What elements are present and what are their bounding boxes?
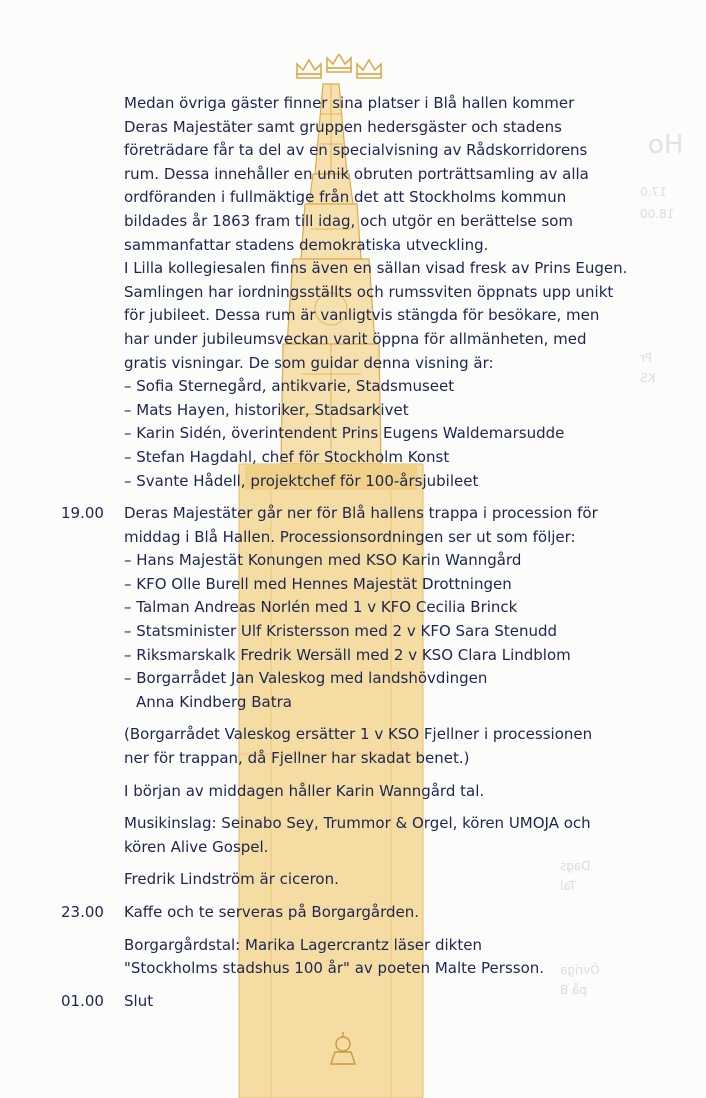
poem-block [124, 934, 661, 981]
speech-block [124, 780, 661, 804]
event-body [124, 901, 661, 981]
text-line: (Borgarrådet Valeskog ersätter 1 v KSO Fjellner i processionen [124, 725, 593, 744]
text-line: Medan övriga gäster finner sina platser i Blå hallen kommer [124, 94, 575, 112]
program-content [61, 92, 661, 1013]
ghost-text: Pr [640, 351, 652, 365]
guide-list-item: – Stefan Hagdahl, chef för Stockholm Konst [124, 447, 450, 466]
procession-item: – KFO Olle Burell med Hennes Majestät Drottningen [124, 574, 512, 593]
text-line: Borgargårdstal: Marika Lagercrantz läser dikten [124, 935, 482, 954]
procession-item: – Talman Andreas Norlén med 1 v KFO Cecilia Brinck [124, 598, 518, 617]
ghost-text: 17.0 [640, 185, 667, 199]
text-line: företrädare får ta del av en specialvisning av Rådskorridorens [124, 141, 588, 160]
text-line: har under jubileumsveckan varit öppna för allmänheten, med [124, 329, 587, 348]
coffee-block [124, 901, 661, 925]
text-line: Slut [124, 991, 154, 1010]
event-0100 [61, 990, 661, 1014]
ghost-text: Tal [560, 879, 577, 893]
guide-list-item: – Mats Hayen, historiker, Stadsarkivet [124, 400, 409, 419]
text-line: ordföranden i fullmäktige från det att Stockholms kommun [124, 188, 567, 207]
host-block [124, 868, 661, 892]
ghost-text: Dags [560, 859, 591, 873]
event-time: 19.00 [61, 504, 104, 523]
procession-item: – Borgarrådet Jan Valeskog med landshövdingen [124, 669, 488, 688]
ghost-text: 18.00 [640, 207, 675, 221]
event-time: 01.00 [61, 991, 104, 1010]
guide-list-item: – Svante Hådell, projektchef för 100-årsjubileet [124, 471, 479, 490]
event-1900 [61, 502, 661, 892]
procession-item: – Riksmarskalk Fredrik Wersäll med 2 v KSO Clara Lindblom [124, 645, 571, 664]
three-crowns-icon [297, 54, 381, 78]
text-line: rum. Dessa innehåller en unik obruten porträttsamling av alla [124, 164, 589, 183]
event-time: 23.00 [61, 903, 104, 921]
text-line: Fredrik Lindström är ciceron. [124, 870, 339, 889]
text-line: Samlingen har iordningsställts och rumssviten öppnats upp unikt [124, 282, 614, 301]
procession-item: – Hans Majestät Konungen med KSO Karin Wanngård [124, 551, 522, 570]
text-line: kören Alive Gospel. [124, 837, 269, 856]
text-line: Deras Majestäter går ner för Blå hallens trappa i procession för [124, 504, 598, 523]
music-block [124, 812, 661, 859]
text-line: Musikinslag: Seinabo Sey, Trummor & Orgel, kören UMOJA och [124, 814, 591, 833]
text-line: gratis visningar. De som guidar denna visning är: [124, 353, 494, 372]
ghost-text: på B [560, 983, 588, 997]
intro-section [61, 92, 661, 493]
text-line: ner för trappan, då Fjellner har skadat benet.) [124, 749, 470, 768]
text-line: Kaffe och te serveras på Borgargården. [124, 903, 420, 921]
ghost-text: KS [640, 371, 656, 385]
event-body [124, 502, 661, 892]
ghost-text: Övriga [560, 963, 600, 977]
text-line: för jubileet. Dessa rum är vanligtvis stängda för besökare, men [124, 306, 600, 325]
text-line: "Stockholms stadshus 100 år" av poeten Malte Persson. [124, 959, 545, 978]
event-body [124, 990, 661, 1014]
text-line: Deras Majestäter samt gruppen hedersgäster och stadens [124, 117, 562, 136]
procession-item-continuation: Anna Kindberg Batra [136, 692, 292, 711]
event-2300 [61, 901, 661, 981]
text-line: I Lilla kollegiesalen finns även en sällan visad fresk av Prins Eugen. [124, 259, 628, 278]
procession-block [124, 502, 661, 714]
guide-list-item: – Karin Sidén, överintendent Prins Eugens Waldemarsudde [124, 424, 565, 443]
ghost-text: Ho [648, 130, 684, 160]
text-line: middag i Blå Hallen. Processionsordningen ser ut som följer: [124, 527, 576, 546]
text-line: sammanfattar stadens demokratiska utveckling. [124, 235, 489, 254]
procession-item: – Statsminister Ulf Kristersson med 2 v KFO Sara Stenudd [124, 622, 558, 641]
text-line: I början av middagen håller Karin Wanngård tal. [124, 781, 485, 800]
guide-list-item: – Sofia Sternegård, antikvarie, Stadsmuseet [124, 377, 455, 396]
intro-text [124, 92, 661, 493]
text-line: bildades år 1863 fram till idag, och utgör en berättelse som [124, 211, 573, 230]
note-block [124, 723, 661, 770]
